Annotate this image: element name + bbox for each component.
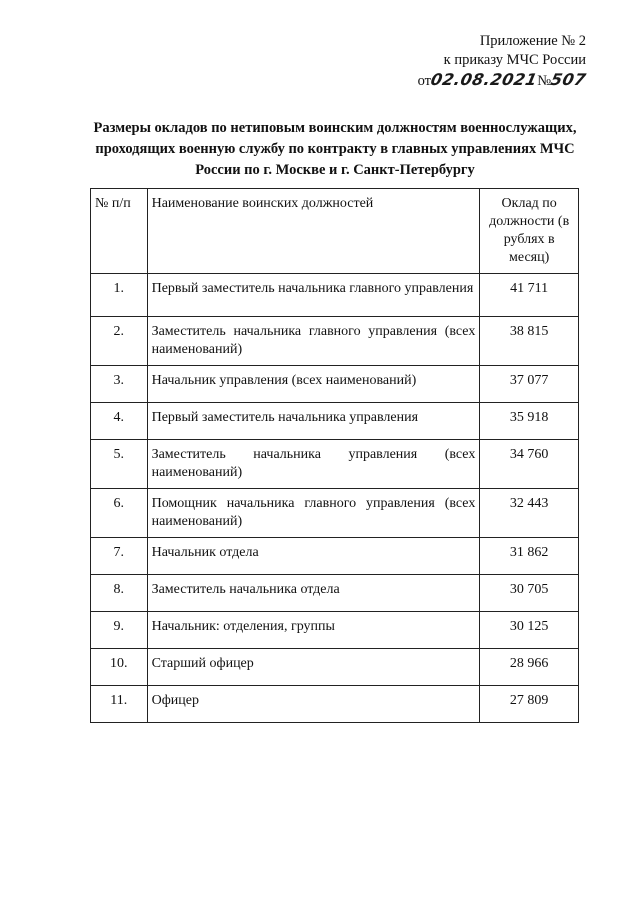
- row-num: 7.: [91, 538, 148, 575]
- row-position: Заместитель начальника управления (всех наименований): [147, 440, 480, 489]
- row-num: 11.: [91, 686, 148, 723]
- table-row: [91, 274, 579, 317]
- row-salary: 31 862: [480, 538, 579, 575]
- row-salary: 32 443: [480, 489, 579, 538]
- handwritten-number: 507: [549, 70, 589, 89]
- row-salary: 27 809: [480, 686, 579, 723]
- row-salary: 30 125: [480, 612, 579, 649]
- row-position: Первый заместитель начальника главного управления: [147, 274, 480, 317]
- handwritten-date: 02.08.2021: [429, 70, 540, 89]
- row-position: Заместитель начальника отдела: [147, 575, 480, 612]
- row-num: 3.: [91, 366, 148, 403]
- row-num: 4.: [91, 403, 148, 440]
- row-num: 9.: [91, 612, 148, 649]
- date-prefix: от: [417, 73, 432, 89]
- row-position: Заместитель начальника главного управления (всех наименований): [147, 317, 480, 366]
- row-num: 8.: [91, 575, 148, 612]
- row-salary: 37 077: [480, 366, 579, 403]
- table-row: [91, 538, 579, 575]
- row-salary: 38 815: [480, 317, 579, 366]
- salary-table: [90, 188, 579, 723]
- row-num: 2.: [91, 317, 148, 366]
- table-row: [91, 317, 579, 366]
- row-salary: 34 760: [480, 440, 579, 489]
- row-position: Начальник управления (всех наименований): [147, 366, 480, 403]
- row-position: Начальник: отделения, группы: [147, 612, 480, 649]
- row-position: Начальник отдела: [147, 538, 480, 575]
- number-prefix: №: [537, 73, 552, 89]
- table-row: [91, 366, 579, 403]
- table-row: [91, 489, 579, 538]
- row-salary: 28 966: [480, 649, 579, 686]
- table-row: [91, 575, 579, 612]
- row-salary: 30 705: [480, 575, 579, 612]
- row-num: 1.: [91, 274, 148, 317]
- row-salary: 41 711: [480, 274, 579, 317]
- appendix-number: Приложение № 2: [479, 33, 586, 49]
- row-position: Старший офицер: [147, 649, 480, 686]
- row-position: Офицер: [147, 686, 480, 723]
- table-header-row: [91, 189, 579, 274]
- appendix-header: [417, 32, 589, 91]
- row-position: Помощник начальника главного управления (всех наименований): [147, 489, 480, 538]
- header-num: № п/п: [91, 189, 148, 274]
- appendix-order-ref: к приказу МЧС России: [443, 52, 586, 68]
- document-title: Размеры окладов по нетиповым воинским должностям военнослужащих, проходящих военную службу по контракту в главных управлениях МЧС России по г. Москве и г. Санкт-Петербургу: [93, 120, 577, 178]
- table-row: [91, 440, 579, 489]
- row-position: Первый заместитель начальника управления: [147, 403, 480, 440]
- table-row: [91, 403, 579, 440]
- row-num: 6.: [91, 489, 148, 538]
- table-row: [91, 649, 579, 686]
- row-num: 5.: [91, 440, 148, 489]
- row-num: 10.: [91, 649, 148, 686]
- table-row: [91, 612, 579, 649]
- header-salary: Оклад по должности (в рублях в месяц): [480, 189, 579, 274]
- header-position: Наименование воинских должностей: [147, 189, 480, 274]
- row-salary: 35 918: [480, 403, 579, 440]
- table-row: [91, 686, 579, 723]
- appendix-date-line: [417, 70, 589, 91]
